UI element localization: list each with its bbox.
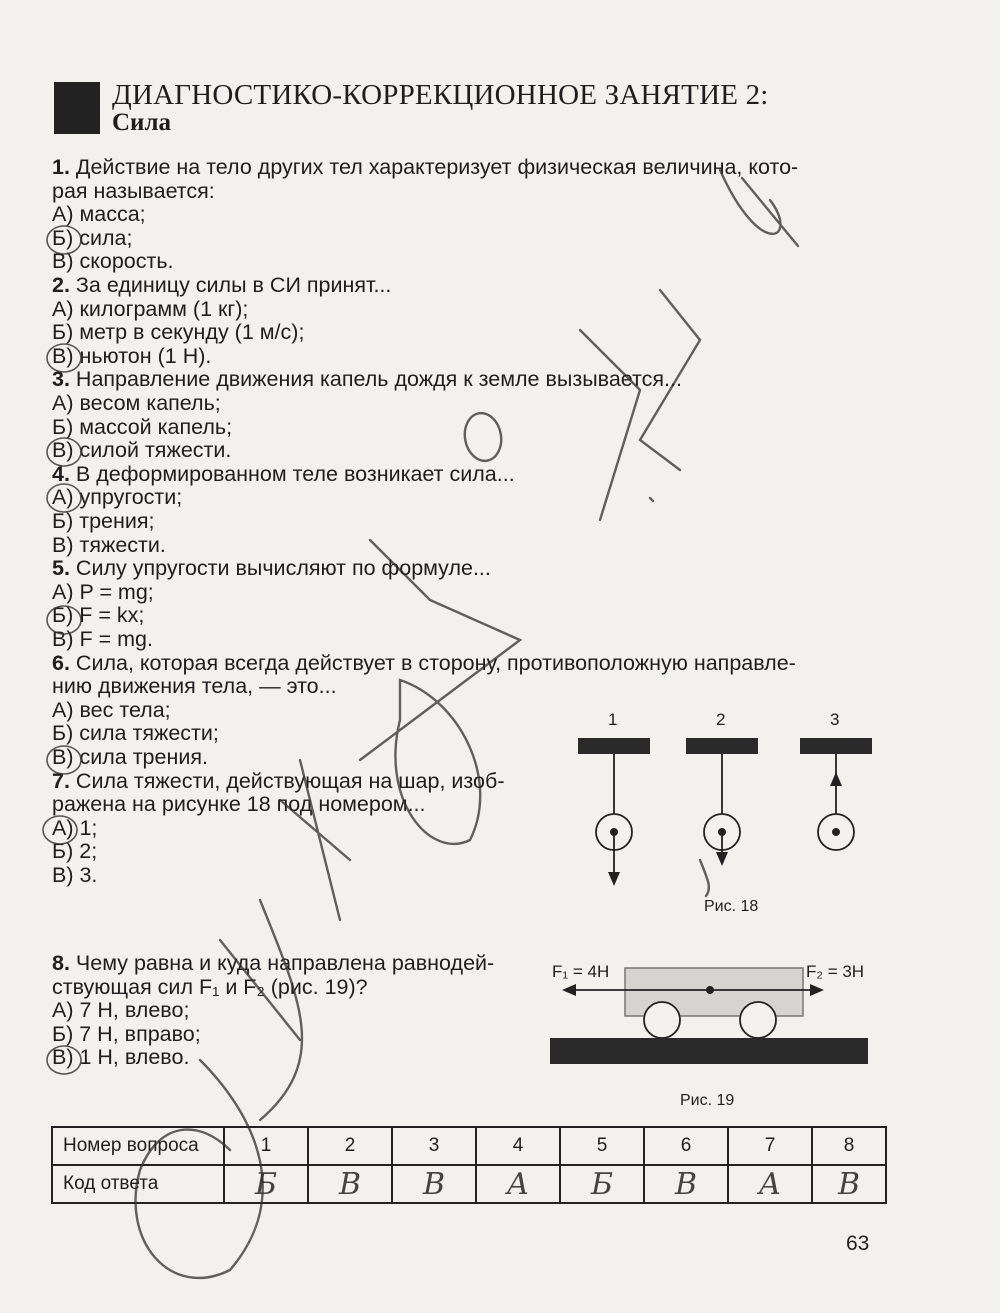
question-number: 6 xyxy=(644,1127,728,1165)
line-text: Б) метр в секунду (1 м/с); xyxy=(52,320,305,345)
question-number: 5 xyxy=(560,1127,644,1165)
answer-option xyxy=(52,746,208,770)
question-text xyxy=(52,652,796,676)
question-number: 1 xyxy=(224,1127,308,1165)
answer-option xyxy=(52,203,146,227)
question-text xyxy=(52,156,798,180)
answer-cell[interactable] xyxy=(644,1165,728,1203)
question-text xyxy=(52,557,491,581)
figure-18-label-1: 1 xyxy=(608,710,618,729)
row-header-question: Номер вопроса xyxy=(52,1127,224,1165)
row-header-answer: Код ответа xyxy=(52,1165,224,1203)
line-text: Б) сила тяжести; xyxy=(52,721,219,746)
line-text: В) сила трения. xyxy=(52,745,208,769)
line-text: А) весом капель; xyxy=(52,391,221,415)
answer-option xyxy=(52,840,97,864)
answer-option xyxy=(52,999,189,1023)
figure-18-label-2: 2 xyxy=(716,710,726,729)
line-text: В) ньютон (1 Н). xyxy=(52,343,212,368)
answer-option xyxy=(52,227,132,251)
question-number: 7. xyxy=(52,768,70,793)
line-text: Сила тяжести, действующая на шар, изоб- xyxy=(69,768,505,793)
line-text: В) силой тяжести. xyxy=(52,438,232,463)
line-text: Б) F = kx; xyxy=(52,603,145,628)
figure-18-label-3: 3 xyxy=(830,710,840,729)
answer-option xyxy=(52,817,97,841)
handwritten-answer: В xyxy=(338,1166,362,1202)
question-number: 4. xyxy=(52,461,70,486)
line-text: Б) массой капель; xyxy=(52,414,233,439)
question-number: 8. xyxy=(52,951,70,975)
answer-option xyxy=(52,699,171,723)
line-text: В) тяжести. xyxy=(52,532,166,557)
page-title: ДИАГНОСТИКО-КОРРЕКЦИОННОЕ ЗАНЯТИЕ 2: xyxy=(112,79,769,111)
answer-option xyxy=(52,345,211,369)
handwritten-answer: А xyxy=(758,1166,782,1202)
answer-option xyxy=(52,392,221,416)
page-number: 63 xyxy=(846,1232,870,1255)
question-number: 2 xyxy=(308,1127,392,1165)
answer-option xyxy=(52,180,215,204)
answer-cell[interactable] xyxy=(560,1165,644,1203)
question-number: 1. xyxy=(52,155,70,179)
line-text: В) F = mg. xyxy=(52,627,153,651)
handwritten-answer: Б xyxy=(254,1166,278,1202)
line-text: Сила, которая всегда действует в сторону, противоположную направле- xyxy=(69,650,796,675)
question-text xyxy=(52,368,682,392)
line-text: В) 3. xyxy=(52,863,98,887)
question-number: 4 xyxy=(476,1127,560,1165)
answer-cell[interactable] xyxy=(476,1165,560,1203)
line-text: Действие на тело других тел характеризует физическая величина, кото- xyxy=(69,155,799,179)
question-text xyxy=(52,952,494,976)
question-number: 3. xyxy=(52,367,70,392)
line-text: А) 7 Н, влево; xyxy=(52,998,190,1023)
answer-option xyxy=(52,1023,201,1047)
answer-option xyxy=(52,675,337,699)
handwritten-answer: В xyxy=(674,1166,698,1202)
question-number: 3 xyxy=(392,1127,476,1165)
answer-cell[interactable] xyxy=(224,1165,308,1203)
question-number: 6. xyxy=(52,650,70,675)
answer-option xyxy=(52,793,426,817)
question-text xyxy=(52,274,391,298)
handwritten-answer: В xyxy=(422,1166,446,1202)
line-text: Направление движения капель дождя к земле вызывается... xyxy=(69,367,682,392)
line-text: Силу упругости вычисляют по формуле... xyxy=(69,556,491,581)
line-text: Б) трения; xyxy=(52,509,155,533)
line-text: За единицу силы в СИ принят... xyxy=(69,273,392,297)
question-text xyxy=(52,770,504,794)
answer-option xyxy=(52,298,248,322)
line-text: ствующая сил F₁ и F₂ (рис. 19)? xyxy=(52,974,368,999)
line-text: А) масса; xyxy=(52,202,146,227)
question-number: 7 xyxy=(728,1127,812,1165)
answer-option xyxy=(52,628,153,652)
line-text: Чему равна и куда направлена равнодей- xyxy=(69,951,495,975)
answer-cell[interactable] xyxy=(308,1165,392,1203)
line-text: А) вес тела; xyxy=(52,697,171,722)
figure-19-caption: Рис. 19 xyxy=(680,1092,735,1109)
table-row xyxy=(52,1165,886,1203)
line-text: ражена на рисунке 18 под номером... xyxy=(52,792,426,817)
answer-option xyxy=(52,1046,189,1070)
answer-table xyxy=(51,1126,887,1204)
line-text: В деформированном теле возникает сила... xyxy=(69,461,515,486)
answer-option xyxy=(52,250,174,274)
line-text: А) упругости; xyxy=(52,485,183,510)
line-text: В) 1 Н, влево. xyxy=(52,1045,190,1070)
table-row xyxy=(52,1127,886,1165)
handwritten-answer: В xyxy=(837,1166,861,1202)
answer-option xyxy=(52,976,368,1000)
question-number: 2. xyxy=(52,273,70,297)
answer-option xyxy=(52,321,304,345)
page-subtitle: Сила xyxy=(112,109,171,136)
line-text: Б) 2; xyxy=(52,839,98,864)
answer-option xyxy=(52,439,231,463)
answer-option xyxy=(52,416,232,440)
line-text: рая называется: xyxy=(52,178,215,203)
answer-option xyxy=(52,722,219,746)
line-text: А) 1; xyxy=(52,815,98,840)
answer-cell[interactable] xyxy=(812,1165,886,1203)
line-text: А) килограмм (1 кг); xyxy=(52,296,249,321)
question-text xyxy=(52,463,515,487)
line-text: В) скорость. xyxy=(52,249,174,274)
figure-18-caption: Рис. 18 xyxy=(704,898,759,915)
answer-option xyxy=(52,486,182,510)
answer-option xyxy=(52,581,154,605)
question-number: 8 xyxy=(812,1127,886,1165)
force-f1-label: F₁ = 4H xyxy=(552,962,610,981)
answer-option xyxy=(52,864,97,888)
line-text: Б) 7 Н, вправо; xyxy=(52,1021,201,1046)
line-text: Б) сила; xyxy=(52,225,133,250)
title-marker xyxy=(54,82,100,134)
question-number: 5. xyxy=(52,556,70,581)
line-text: нию движения тела, — это... xyxy=(52,674,337,699)
answer-option xyxy=(52,510,155,534)
answer-option xyxy=(52,604,144,628)
answer-cell[interactable] xyxy=(392,1165,476,1203)
handwritten-answer: А xyxy=(506,1166,530,1202)
answer-cell[interactable] xyxy=(728,1165,812,1203)
answer-option xyxy=(52,534,166,558)
handwritten-answer: Б xyxy=(590,1166,614,1202)
force-f2-label: F₂ = 3H xyxy=(806,962,865,981)
line-text: А) P = mg; xyxy=(52,579,154,604)
